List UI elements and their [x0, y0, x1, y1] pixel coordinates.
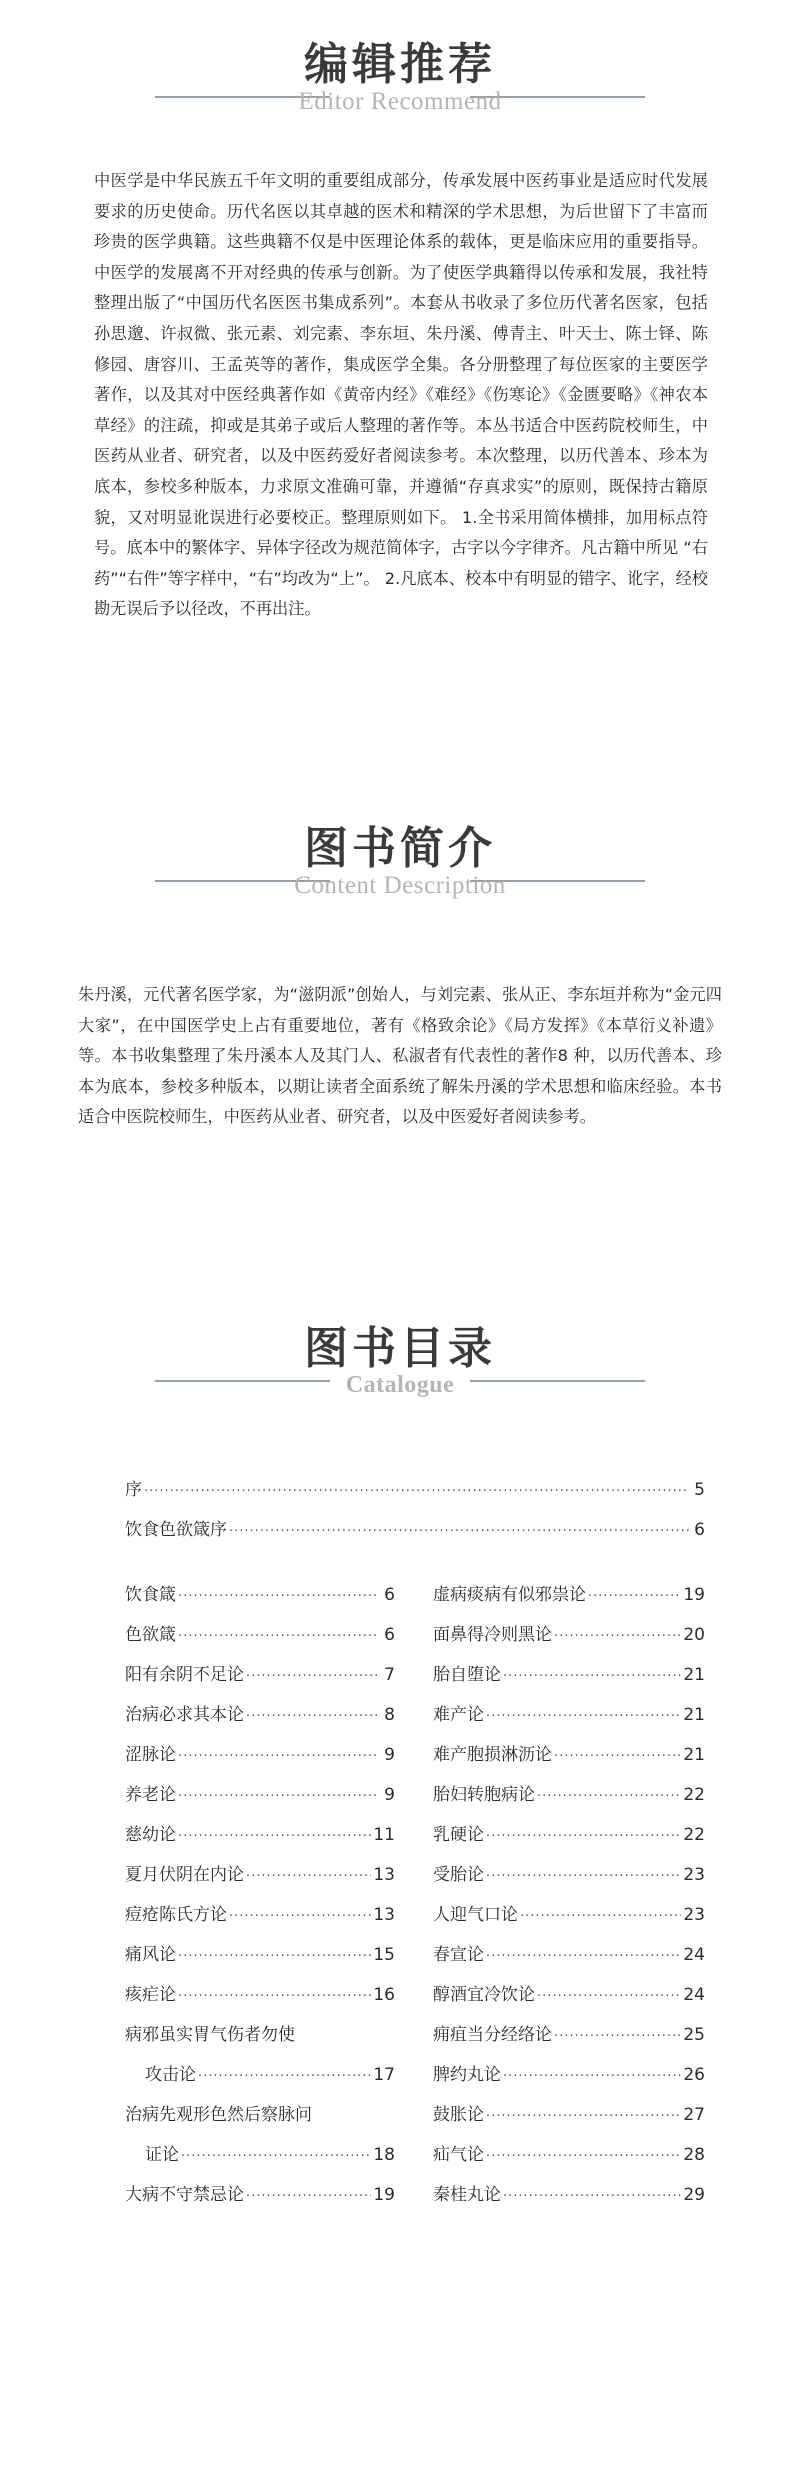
- toc-leader-dots: [503, 2189, 681, 2204]
- toc-entry-title: 色欲箴: [125, 1625, 176, 1645]
- toc-entry-title: 大病不守禁忌论: [125, 2185, 244, 2205]
- toc-leader-dots: [181, 2149, 371, 2164]
- toc-leader-dots: [588, 1589, 681, 1604]
- toc-entry-title: 难产胞损淋沥论: [433, 1745, 552, 1765]
- toc-leader-dots: [178, 1789, 379, 1804]
- toc-entry-page: 19: [373, 2185, 395, 2205]
- section-subtitle: Catalogue: [345, 1372, 455, 1398]
- toc-leader-dots: [554, 1749, 681, 1764]
- toc-entry-page: 9: [384, 1785, 395, 1805]
- toc-entry-title: 痈疽当分经络论: [433, 2025, 552, 2045]
- toc-entry-page: 23: [683, 1865, 705, 1885]
- toc-entry-title: 养老论: [125, 1785, 176, 1805]
- toc-entry[interactable]: [125, 2180, 395, 2220]
- toc-entry-page: 5: [694, 1480, 705, 1500]
- toc-entry-title: 乳硬论: [433, 1825, 484, 1845]
- toc-entry-title: 痛风论: [125, 1945, 176, 1965]
- toc-entry[interactable]: [433, 1700, 705, 1740]
- toc-entry-title: 鼓胀论: [433, 2105, 484, 2125]
- toc-entry[interactable]: [125, 1580, 395, 1620]
- toc-entry[interactable]: [433, 2020, 705, 2060]
- toc-entry-title: 受胎论: [433, 1865, 484, 1885]
- toc-entry-title: 饮食色欲箴序: [125, 1520, 227, 1540]
- toc-leader-dots: [178, 1589, 379, 1604]
- toc-entry-page: 13: [373, 1865, 395, 1885]
- section-header-content-description: [0, 812, 800, 912]
- toc-entry-title: 痎疟论: [125, 1985, 176, 2005]
- section-subtitle: Content Description: [294, 872, 506, 899]
- toc-right-column: [433, 1580, 705, 2220]
- toc-entry[interactable]: [125, 2020, 395, 2060]
- toc-leader-dots: [246, 1869, 371, 1884]
- toc-leader-dots: [486, 1829, 681, 1844]
- toc-entry-page: 18: [373, 2145, 395, 2165]
- toc-entry[interactable]: [125, 2060, 395, 2100]
- toc-entry-page: 9: [384, 1745, 395, 1765]
- toc-entry-page: 16: [373, 1985, 395, 2005]
- toc-entry-title: 证论: [145, 2145, 179, 2165]
- toc-entry[interactable]: [125, 1820, 395, 1860]
- toc-entry-title: 难产论: [433, 1705, 484, 1725]
- toc-entry-page: 21: [683, 1705, 705, 1725]
- toc-entry-title: 胎妇转胞病论: [433, 1785, 535, 1805]
- toc-top-list: [125, 1475, 705, 1555]
- toc-entry-page: 17: [373, 2065, 395, 2085]
- toc-entry-title: 饮食箴: [125, 1585, 176, 1605]
- section-header-editor-recommend: [0, 28, 800, 128]
- toc-entry-page: 28: [683, 2145, 705, 2165]
- toc-entry-page: 26: [683, 2065, 705, 2085]
- toc-leader-dots: [537, 1989, 681, 2004]
- toc-entry[interactable]: [125, 1515, 705, 1555]
- toc-entry-page: 15: [373, 1945, 395, 1965]
- section-title: 编辑推荐: [304, 39, 496, 90]
- toc-entry-title: 疝气论: [433, 2145, 484, 2165]
- toc-entry-page: 19: [683, 1585, 705, 1605]
- editor-recommend-text: 中医学是中华民族五千年文明的重要组成部分，传承发展中医药事业是适应时代发展要求的历史使命。历代名医以其卓越的医术和精深的学术思想，为后世留下了丰富而珍贵的医学典籍。这些典籍不仅是中医理论体系的载体，更是临床应用的重要指导。中医学的发展离不开对经典的传承与创新。为了使医学典籍得以传承和发展，我社特整理出版了“中国历代名医医书集成系列”。本套从书收录了多位历代著名医家，包括孙思邈、许叔微、张元素、刘完素、李东垣、朱丹溪、傅青主、叶天士、陈士铎、陈修园、唐容川、王孟英等的著作，集成医学全集。各分册整理了每位医家的主要医学著作，以及其对中医经典著作如《黄帝内经》《难经》《伤寒论》《金匮要略》《神农本草经》的注疏，抑或是其弟子或后人整理的著作等。本丛书适合中医药院校师生，中医药从业者、研究者，以及中医药爱好者阅读参考。本次整理，以历代善本、珍本为底本，参校多种版本，力求原文准确可靠，并遵循“存真求实”的原则，既保持古籍原貌，又对明显讹误进行必要校正。整理原则如下。 1.全书采用简体横排，加用标点符号。底本中的繁体字、异体字径改为规范简体字，古字以今字律齐。凡古籍中所见 “右药”“右件”等字样中，“右”均改为“上”。 2.凡底本、校本中有明显的错字、讹字，经校勘无误后予以径改，不再出注。: [94, 171, 708, 619]
- toc-leader-dots: [246, 2189, 371, 2204]
- toc-leader-dots: [554, 1629, 681, 1644]
- toc-entry-page: 6: [384, 1625, 395, 1645]
- toc-entry-title: 慈幼论: [125, 1825, 176, 1845]
- toc-entry-page: 29: [683, 2185, 705, 2205]
- toc-leader-dots: [554, 2029, 681, 2044]
- toc-entry[interactable]: [125, 1860, 395, 1900]
- toc-entry-title: 涩脉论: [125, 1745, 176, 1765]
- toc-entry[interactable]: [125, 1620, 395, 1660]
- section-header-catalogue: [0, 1312, 800, 1412]
- toc-entry[interactable]: [125, 1940, 395, 1980]
- toc-entry[interactable]: [433, 1660, 705, 1700]
- toc-entry-title: 醇酒宜冷饮论: [433, 1985, 535, 2005]
- toc-leader-dots: [486, 2109, 681, 2124]
- section-subtitle: Editor Recommend: [298, 88, 502, 115]
- toc-leader-dots: [486, 2149, 681, 2164]
- toc-entry-title: 夏月伏阴在内论: [125, 1865, 244, 1885]
- toc-entry[interactable]: [433, 1860, 705, 1900]
- toc-entry-page: 13: [373, 1905, 395, 1925]
- toc-entry[interactable]: [125, 1740, 395, 1780]
- toc-entry-title: 面鼻得冷则黑论: [433, 1625, 552, 1645]
- section-title: 图书简介: [304, 823, 496, 874]
- toc-entry[interactable]: [125, 1980, 395, 2020]
- toc-entry-page: 22: [683, 1825, 705, 1845]
- toc-entry-page: 7: [384, 1665, 395, 1685]
- toc-entry[interactable]: [433, 2100, 705, 2140]
- toc-leader-dots: [198, 2069, 371, 2084]
- toc-leader-dots: [486, 1709, 681, 1724]
- toc-entry[interactable]: [433, 1900, 705, 1940]
- toc-entry-page: 8: [384, 1705, 395, 1725]
- toc-leader-dots: [229, 1909, 371, 1924]
- toc-entry[interactable]: [433, 1820, 705, 1860]
- toc-entry[interactable]: [433, 1940, 705, 1980]
- toc-entry[interactable]: [433, 2180, 705, 2220]
- toc-entry-title: 阳有余阴不足论: [125, 1665, 244, 1685]
- toc-entry-title: 治病必求其本论: [125, 1705, 244, 1725]
- toc-left-column: [125, 1580, 395, 2220]
- toc-leader-dots: [229, 1524, 689, 1539]
- toc-entry-title: 病邪虽实胃气伤者勿使: [125, 2025, 295, 2045]
- toc-entry[interactable]: [433, 1620, 705, 1660]
- toc-entry-title: 春宣论: [433, 1945, 484, 1965]
- toc-entry-page: 23: [683, 1905, 705, 1925]
- toc-entry-page: 21: [683, 1745, 705, 1765]
- toc-leader-dots: [178, 1629, 379, 1644]
- toc-leader-dots: [178, 1989, 371, 2004]
- toc-leader-dots: [178, 1829, 371, 1844]
- toc-entry-title: 脾约丸论: [433, 2065, 501, 2085]
- toc-leader-dots: [246, 1709, 379, 1724]
- toc-entry[interactable]: [433, 2060, 705, 2100]
- toc-leader-dots: [486, 1949, 681, 1964]
- toc-leader-dots: [520, 1909, 681, 1924]
- toc-entry[interactable]: [125, 1475, 705, 1515]
- toc-entry-page: 24: [683, 1985, 705, 2005]
- toc-entry-title: 人迎气口论: [433, 1905, 518, 1925]
- toc-entry[interactable]: [433, 1580, 705, 1620]
- toc-entry-page: 20: [683, 1625, 705, 1645]
- toc-entry-title: 秦桂丸论: [433, 2185, 501, 2205]
- content-description-text: 朱丹溪，元代著名医学家，为“滋阴派”创始人，与刘完素、张从正、李东垣并称为“金元四大家”，在中国医学史上占有重要地位，著有《格致余论》《局方发挥》《本草衍义补遗》等。本书收集整理了朱丹溪本人及其门人、私淑者有代表性的著作8 种，以历代善本、珍本为底本，参校多种版本，以期让读者全面系统了解朱丹溪的学术思想和临床经验。本书适合中医院校师生，中医药从业者、研究者，以及中医爱好者阅读参考。: [78, 985, 722, 1127]
- toc-entry[interactable]: [125, 2140, 395, 2180]
- toc-entry[interactable]: [125, 2100, 395, 2140]
- section-title: 图书目录: [304, 1323, 496, 1374]
- toc-entry[interactable]: [433, 1980, 705, 2020]
- toc-entry-title: 攻击论: [145, 2065, 196, 2085]
- toc-entry[interactable]: [433, 1780, 705, 1820]
- toc-leader-dots: [486, 1869, 681, 1884]
- toc-entry-title: 痘疮陈氏方论: [125, 1905, 227, 1925]
- toc-entry-page: 22: [683, 1785, 705, 1805]
- toc-entry-title: 序: [125, 1480, 142, 1500]
- toc-entry-title: 胎自堕论: [433, 1665, 501, 1685]
- toc-entry-page: 6: [694, 1520, 705, 1540]
- toc-entry[interactable]: [125, 1780, 395, 1820]
- toc-entry-page: 24: [683, 1945, 705, 1965]
- toc-leader-dots: [246, 1669, 379, 1684]
- toc-entry[interactable]: [125, 1660, 395, 1700]
- toc-entry[interactable]: [433, 1740, 705, 1780]
- toc-entry[interactable]: [125, 1900, 395, 1940]
- toc-entry-page: 21: [683, 1665, 705, 1685]
- toc-leader-dots: [178, 1949, 371, 1964]
- toc-entry-page: 11: [373, 1825, 395, 1845]
- toc-leader-dots: [144, 1484, 689, 1499]
- toc-leader-dots: [537, 1789, 681, 1804]
- toc-leader-dots: [503, 1669, 681, 1684]
- toc-entry[interactable]: [125, 1700, 395, 1740]
- toc-entry-page: 25: [683, 2025, 705, 2045]
- toc-entry-page: 6: [384, 1585, 395, 1605]
- toc-leader-dots: [503, 2069, 681, 2084]
- toc-leader-dots: [178, 1749, 379, 1764]
- toc-entry-page: 27: [683, 2105, 705, 2125]
- toc-entry[interactable]: [433, 2140, 705, 2180]
- toc-entry-title: 虚病痰病有似邪祟论: [433, 1585, 586, 1605]
- toc-entry-title: 治病先观形色然后察脉问: [125, 2105, 312, 2125]
